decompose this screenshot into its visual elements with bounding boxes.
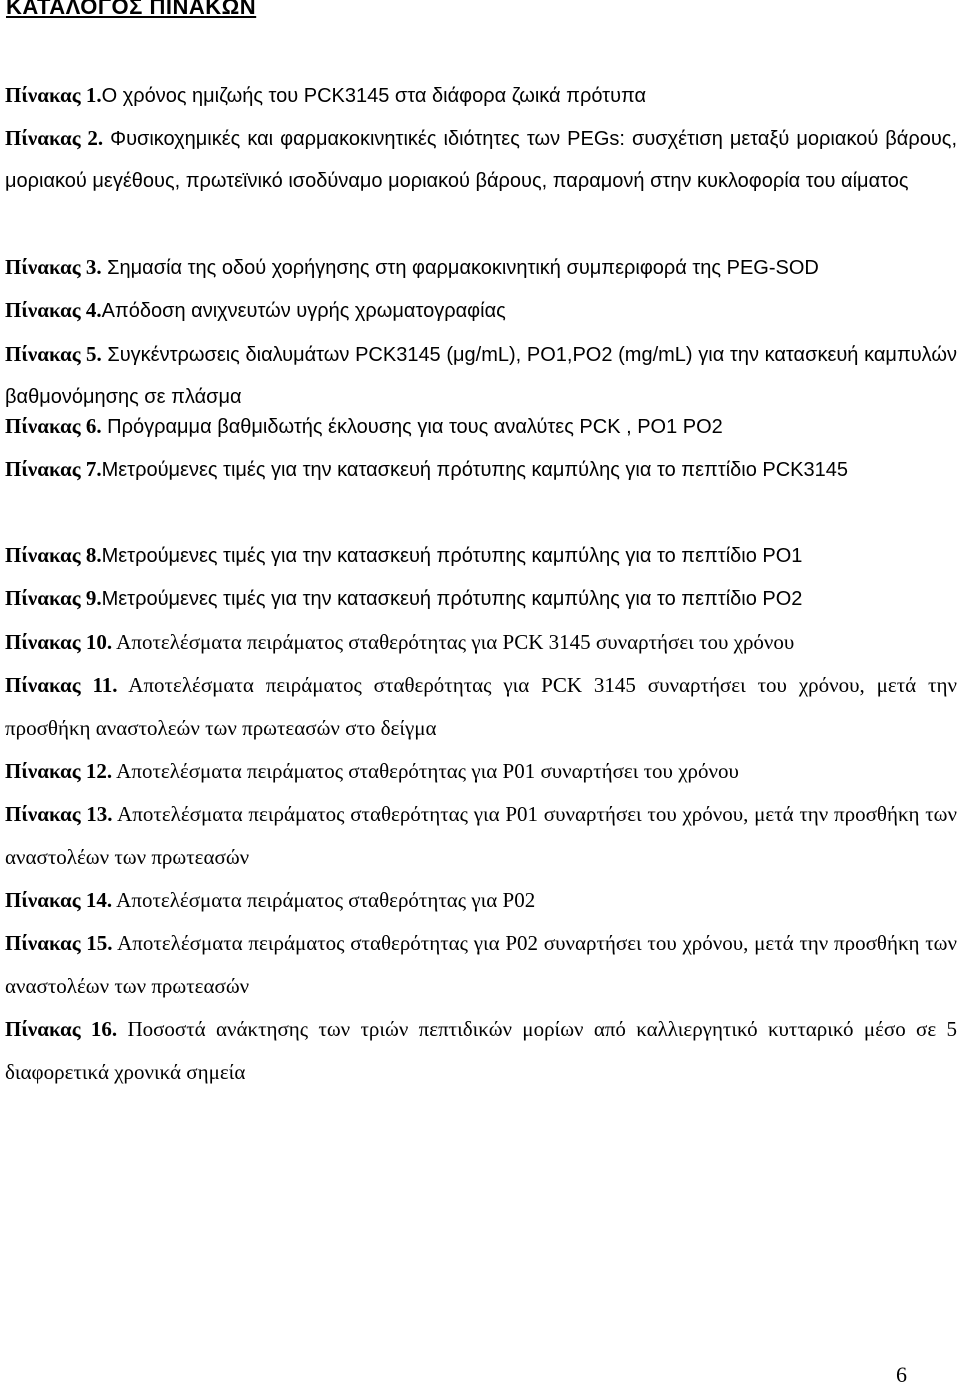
entry-text: Αποτελέσματα πειράματος σταθερότητας για P02 συναρτήσει του χρόνου, μετά την προσθήκη των αναστολέων των πρωτεασών bbox=[5, 931, 957, 998]
entry-label: Πίνακας 1. bbox=[5, 83, 102, 107]
toc-entry-14 bbox=[5, 879, 957, 922]
toc-entry-3 bbox=[5, 246, 957, 289]
toc-entry-4 bbox=[5, 289, 957, 332]
toc-entry-6 bbox=[5, 405, 957, 448]
entry-label: Πίνακας 10. bbox=[5, 630, 113, 654]
entry-text: Μετρούμενες τιμές για την κατασκευή πρότυπης καμπύλης για το πεπτίδιο PO1 bbox=[101, 545, 803, 567]
toc-entry-16 bbox=[5, 1008, 957, 1094]
toc-entry-7 bbox=[5, 448, 957, 491]
toc-entry-8 bbox=[5, 534, 957, 577]
entry-text: Αποτελέσματα πειράματος σταθερότητας για PCK 3145 συναρτήσει του χρόνου bbox=[112, 630, 795, 654]
entry-label: Πίνακας 11. bbox=[5, 673, 118, 697]
toc-entry-12 bbox=[5, 750, 957, 793]
entry-label: Πίνακας 14. bbox=[5, 888, 113, 912]
toc-entry-11 bbox=[5, 664, 957, 750]
entry-label: Πίνακας 3. bbox=[5, 255, 102, 279]
entry-label: Πίνακας 15. bbox=[5, 931, 113, 955]
entry-label: Πίνακας 6. bbox=[5, 414, 102, 438]
entry-label: Πίνακας 9. bbox=[5, 586, 102, 610]
page-title: ΚΑΤΑΛΟΓΟΣ ΠΙΝΑΚΩΝ bbox=[6, 0, 257, 19]
entry-text: Σημασία της οδού χορήγησης στη φαρμακοκινητική συμπεριφορά της PEG-SOD bbox=[101, 257, 819, 279]
entry-text: Αποτελέσματα πειράματος σταθερότητας για P01 συναρτήσει του χρόνου, μετά την προσθήκη των αναστολέων των πρωτεασών bbox=[5, 802, 957, 869]
entry-label: Πίνακας 16. bbox=[5, 1017, 118, 1041]
toc-entry-10 bbox=[5, 621, 957, 664]
entry-text: Μετρούμενες τιμές για την κατασκευή πρότυπης καμπύλης για το πεπτίδιο PCK3145 bbox=[101, 459, 849, 481]
entry-label: Πίνακας 2. bbox=[5, 126, 104, 150]
page-number: 6 bbox=[896, 1362, 907, 1387]
entry-label: Πίνακας 7. bbox=[5, 457, 102, 481]
entry-label: Πίνακας 8. bbox=[5, 543, 102, 567]
entry-text: Συγκέντρωσεις διαλυμάτων PCK3145 (μg/mL), PO1,PO2 (mg/mL) για την κατασκευή καμπυλών βαθμονόμησης σε πλάσμα bbox=[5, 344, 957, 408]
toc-entry-15 bbox=[5, 922, 957, 1008]
entry-label: Πίνακας 12. bbox=[5, 759, 113, 783]
entry-text: Ποσοστά ανάκτησης των τριών πεπτιδικών μορίων από καλλιεργητικό κυτταρικό μέσο σε 5 διαφορετικά χρονικά σημεία bbox=[5, 1017, 957, 1084]
toc-entry-9 bbox=[5, 577, 957, 620]
toc-entry-1 bbox=[5, 74, 957, 117]
entry-text: Απόδοση ανιχνευτών υγρής χρωματογραφίας bbox=[101, 300, 506, 322]
entry-text: Αποτελέσματα πειράματος σταθερότητας για P01 συναρτήσει του χρόνου bbox=[112, 759, 739, 783]
entry-label: Πίνακας 4. bbox=[5, 298, 102, 322]
entry-text: Φυσικοχημικές και φαρμακοκινητικές ιδιότητες των PEGs: συσχέτιση μεταξύ μοριακού βάρους, μοριακού μεγέθους, πρωτεϊνικό ισοδύναμο μοριακού βάρους, παραμονή στην κυκλοφορία του αίματος bbox=[5, 128, 957, 192]
entry-text: Πρόγραμμα βαθμιδωτής έκλουσης για τους αναλύτες PCK , PO1 PO2 bbox=[101, 416, 723, 438]
entry-label: Πίνακας 5. bbox=[5, 342, 102, 366]
entry-text: Μετρούμενες τιμές για την κατασκευή πρότυπης καμπύλης για το πεπτίδιο PO2 bbox=[101, 588, 803, 610]
toc-entry-2 bbox=[5, 117, 957, 202]
entry-label: Πίνακας 13. bbox=[5, 802, 113, 826]
entry-text: Αποτελέσματα πειράματος σταθερότητας για PCK 3145 συναρτήσει του χρόνου, μετά την προσθήκη αναστολεών των πρωτεασών στο δείγμα bbox=[5, 673, 957, 740]
entry-text: Αποτελέσματα πειράματος σταθερότητας για P02 bbox=[112, 888, 536, 912]
entry-text: Ο χρόνος ημιζωής του PCK3145 στα διάφορα ζωικά πρότυπα bbox=[101, 85, 647, 107]
toc-entry-13 bbox=[5, 793, 957, 879]
